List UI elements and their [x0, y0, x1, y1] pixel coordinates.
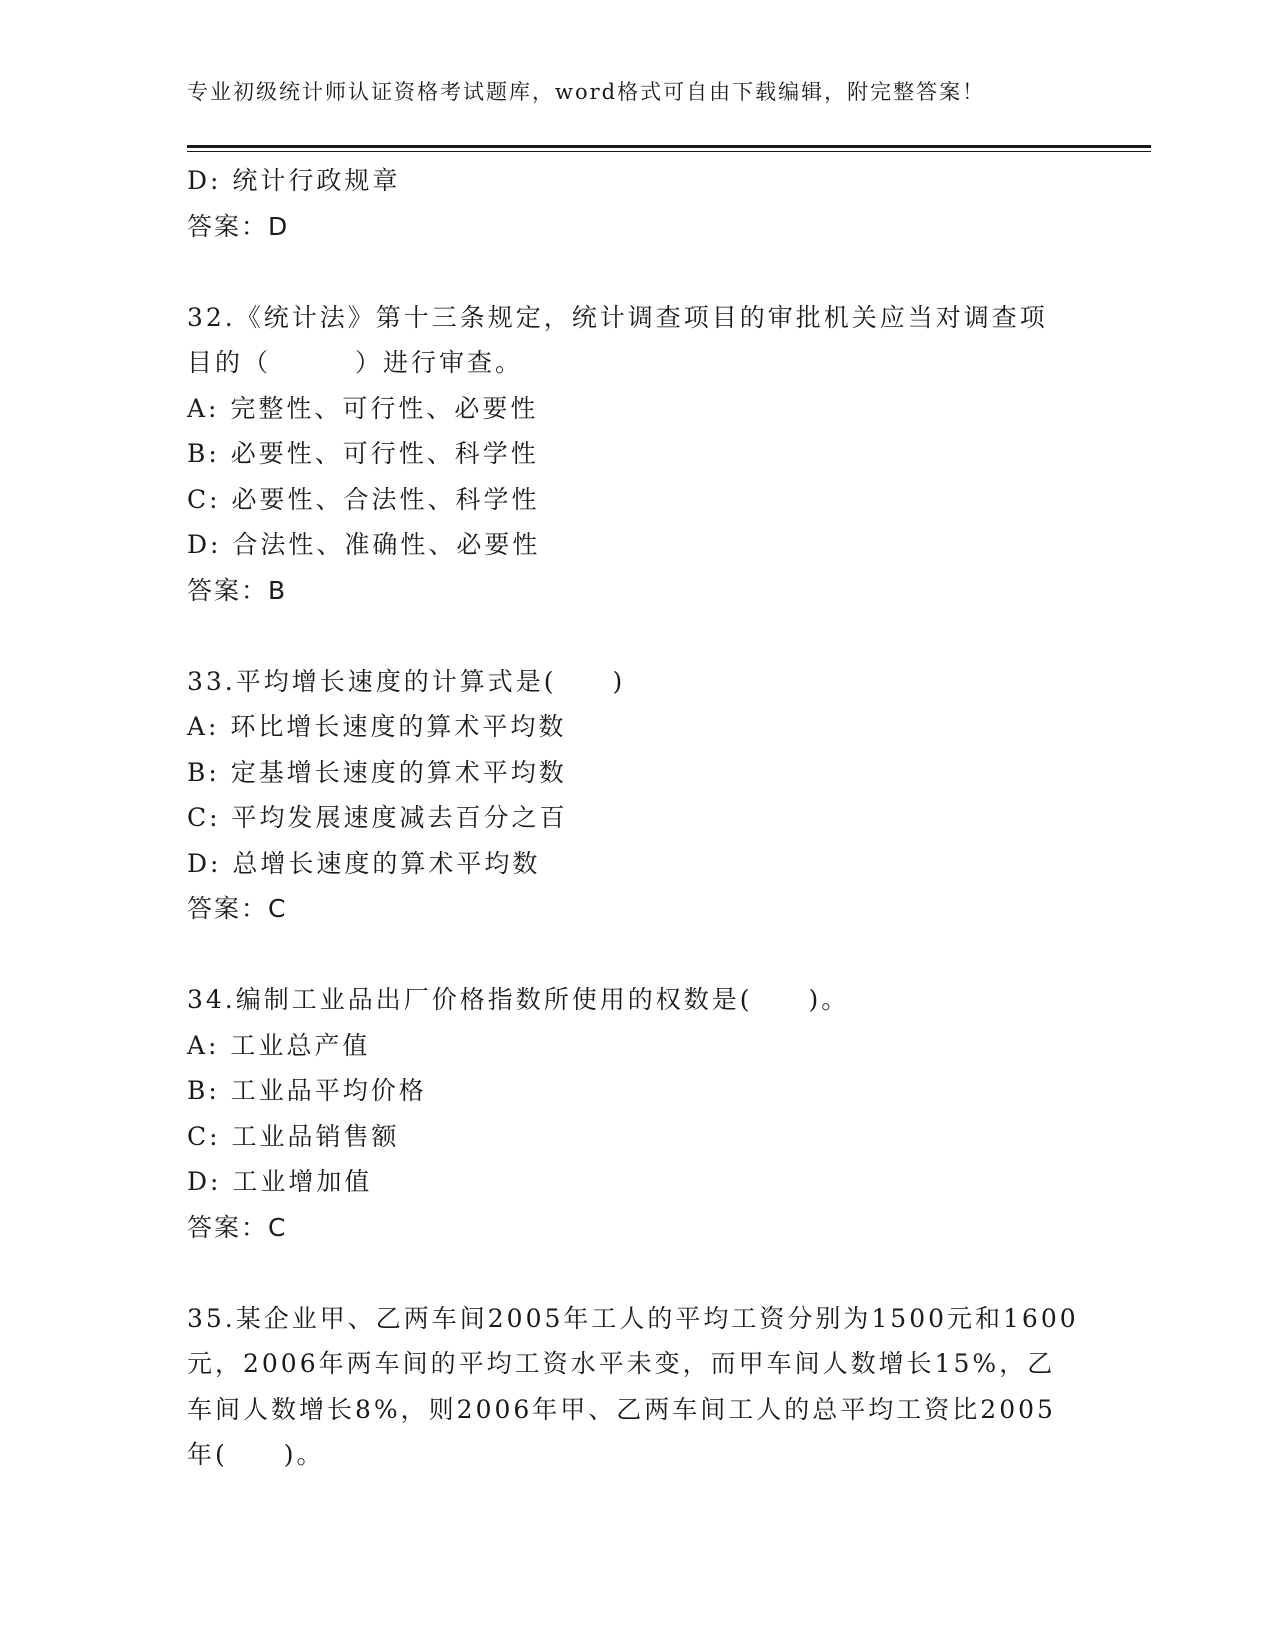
option-a: A: 工业总产值: [187, 1030, 371, 1060]
question-content: [187, 158, 1087, 1478]
option-a: A: 完整性、可行性、必要性: [187, 393, 539, 423]
question-stem-line: 车间人数增长8%，则2006年甲、乙两车间工人的总平均工资比2005: [187, 1394, 1056, 1424]
answer-line: 答案：C: [187, 1212, 288, 1242]
answer-line: 答案：B: [187, 575, 288, 605]
question-33: [187, 659, 1087, 932]
question-stem-line: 35.某企业甲、乙两车间2005年工人的平均工资分别为1500元和1600: [187, 1303, 1079, 1333]
option-c: C: 工业品销售额: [187, 1121, 400, 1151]
option-c: C: 平均发展速度减去百分之百: [187, 803, 568, 832]
option-b: B: 定基增长速度的算术平均数: [187, 757, 567, 787]
answer-line: 答案：C: [187, 894, 288, 923]
carryover-option-d: D: 统计行政规章: [187, 166, 401, 195]
question-stem-line: 目的（ ）进行审查。: [187, 348, 524, 377]
question-stem-line: 34.编制工业品出厂价格指数所使用的权数是( )。: [187, 985, 850, 1014]
option-b: B: 必要性、可行性、科学性: [187, 439, 539, 468]
page-header: 专业初级统计师认证资格考试题库，word格式可自由下载编辑，附完整答案！: [187, 80, 986, 104]
option-d: D: 工业增加值: [187, 1167, 373, 1196]
option-b: B: 工业品平均价格: [187, 1076, 427, 1105]
question-32: [187, 295, 1087, 614]
header-rule-thin: [187, 151, 1151, 152]
carryover-answer: 答案：D: [187, 211, 290, 241]
question-35: [187, 1296, 1087, 1478]
question-34: [187, 977, 1087, 1250]
option-d: D: 合法性、准确性、必要性: [187, 530, 541, 559]
question-stem-line: 年( )。: [187, 1440, 325, 1469]
option-a: A: 环比增长速度的算术平均数: [187, 712, 567, 741]
question-stem-line: 33.平均增长速度的计算式是( ): [187, 666, 626, 696]
question-stem-line: 元，2006年两车间的平均工资水平未变，而甲车间人数增长15%，乙: [187, 1349, 1056, 1378]
option-d: D: 总增长速度的算术平均数: [187, 848, 541, 878]
question-stem-line: 32.《统计法》第十三条规定，统计调查项目的审批机关应当对调查项: [187, 302, 1048, 332]
option-c: C: 必要性、合法性、科学性: [187, 484, 540, 514]
header-rule-thick: [187, 145, 1151, 148]
